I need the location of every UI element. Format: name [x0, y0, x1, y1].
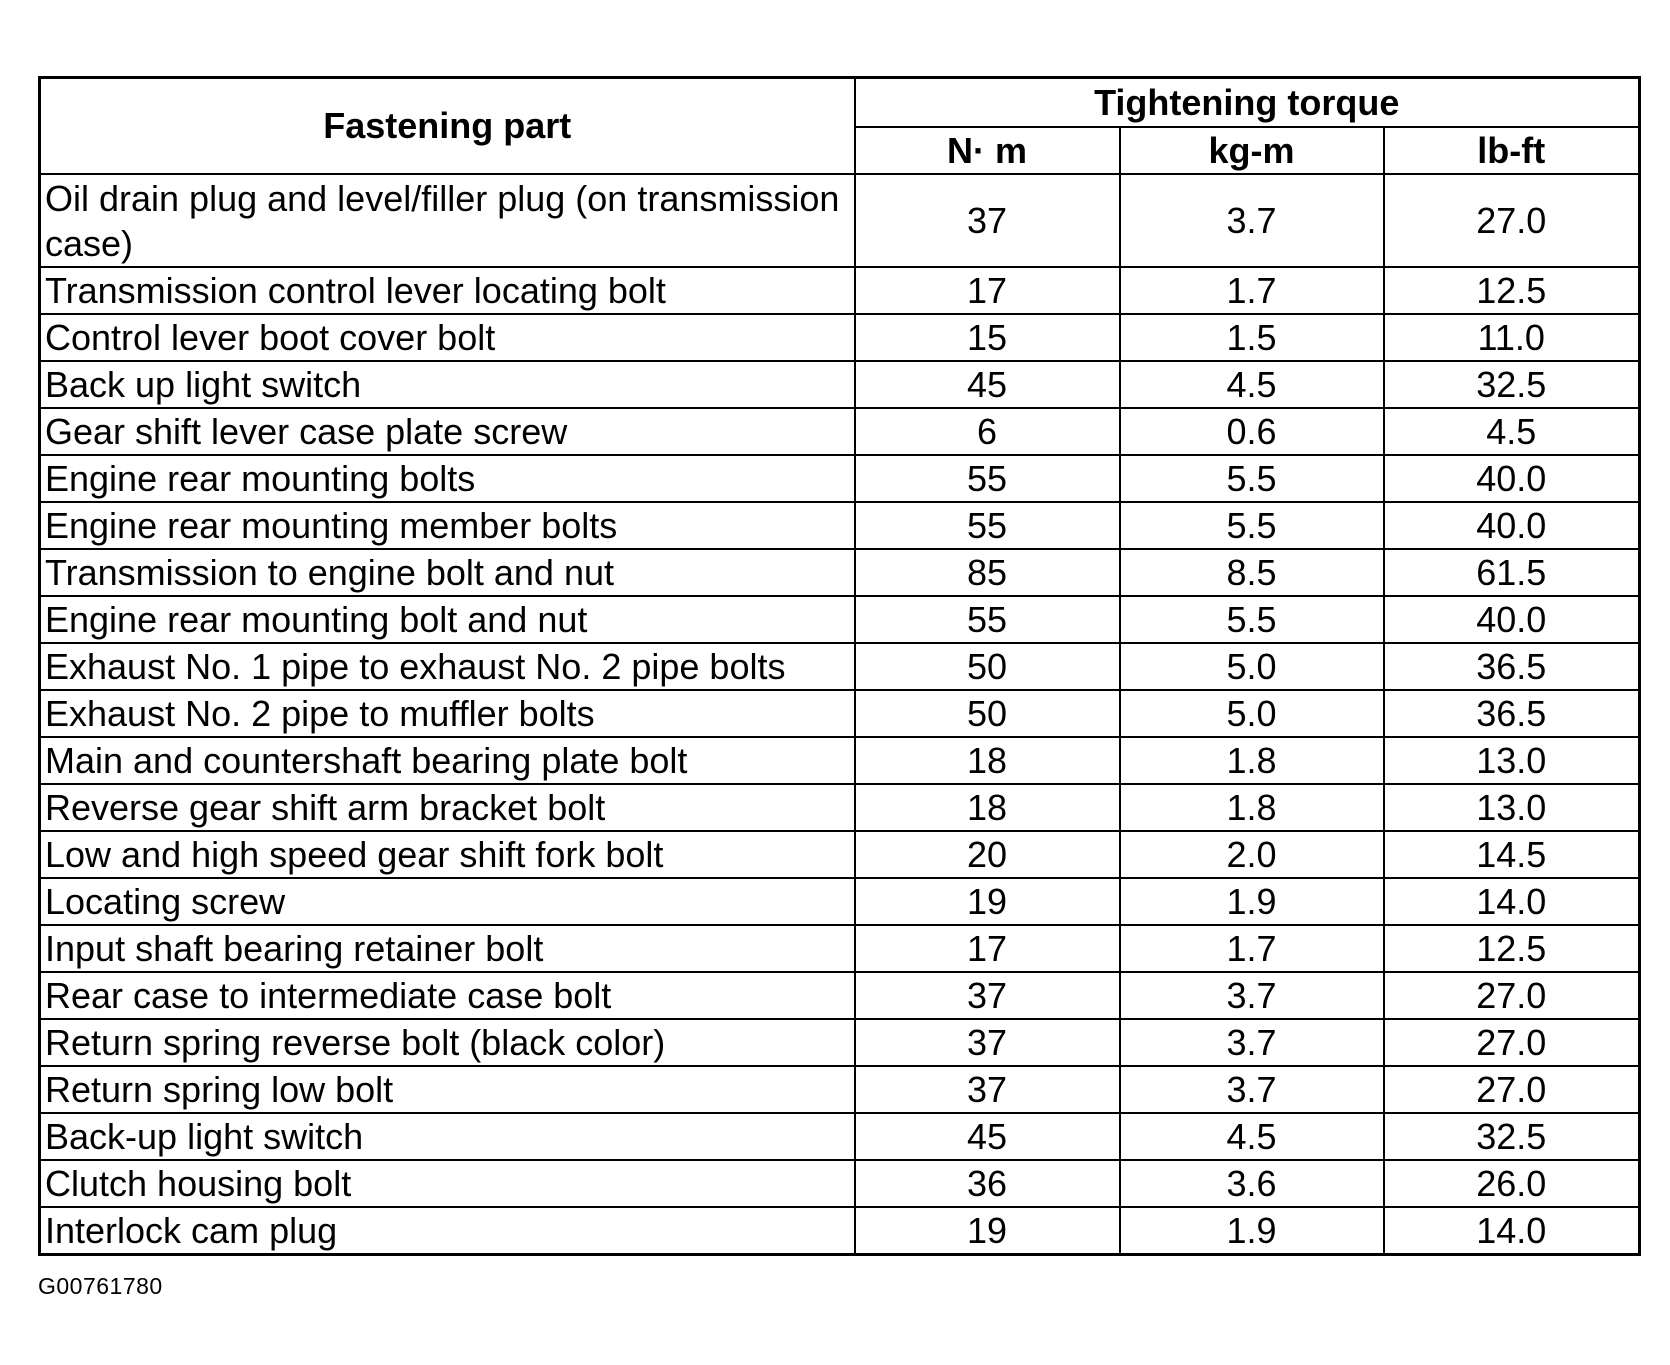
torque-lbft-cell: 13.0	[1384, 737, 1640, 784]
torque-nm-cell: 20	[855, 831, 1120, 878]
torque-kgm-cell: 8.5	[1120, 549, 1384, 596]
torque-nm-cell: 37	[855, 1066, 1120, 1113]
torque-table-container	[38, 76, 1641, 1256]
torque-kgm-cell: 1.8	[1120, 737, 1384, 784]
fastening-part-cell: Gear shift lever case plate screw	[40, 408, 855, 455]
torque-kgm-cell: 3.6	[1120, 1160, 1384, 1207]
fastening-part-cell: Back-up light switch	[40, 1113, 855, 1160]
unit-header-kgm: kg-m	[1120, 127, 1384, 174]
table-row	[40, 1113, 1640, 1160]
torque-kgm-cell: 1.7	[1120, 267, 1384, 314]
torque-lbft-cell: 14.0	[1384, 1207, 1640, 1255]
table-row	[40, 784, 1640, 831]
table-row	[40, 314, 1640, 361]
torque-kgm-cell: 1.9	[1120, 878, 1384, 925]
torque-kgm-cell: 2.0	[1120, 831, 1384, 878]
torque-kgm-cell: 1.8	[1120, 784, 1384, 831]
table-row	[40, 972, 1640, 1019]
torque-lbft-cell: 40.0	[1384, 502, 1640, 549]
torque-nm-cell: 6	[855, 408, 1120, 455]
fastening-part-cell: Low and high speed gear shift fork bolt	[40, 831, 855, 878]
torque-lbft-cell: 32.5	[1384, 1113, 1640, 1160]
figure-id: G00761780	[38, 1273, 163, 1299]
table-row	[40, 831, 1640, 878]
torque-lbft-cell: 27.0	[1384, 972, 1640, 1019]
table-row	[40, 878, 1640, 925]
torque-nm-cell: 85	[855, 549, 1120, 596]
torque-nm-cell: 45	[855, 1113, 1120, 1160]
torque-lbft-cell: 61.5	[1384, 549, 1640, 596]
torque-kgm-cell: 1.9	[1120, 1207, 1384, 1255]
fastening-part-cell: Main and countershaft bearing plate bolt	[40, 737, 855, 784]
torque-lbft-cell: 27.0	[1384, 174, 1640, 267]
torque-kgm-cell: 5.5	[1120, 502, 1384, 549]
torque-kgm-cell: 4.5	[1120, 361, 1384, 408]
torque-nm-cell: 50	[855, 643, 1120, 690]
torque-lbft-cell: 36.5	[1384, 690, 1640, 737]
fastening-part-header: Fastening part	[40, 78, 855, 175]
torque-kgm-cell: 4.5	[1120, 1113, 1384, 1160]
torque-nm-cell: 36	[855, 1160, 1120, 1207]
torque-lbft-cell: 12.5	[1384, 925, 1640, 972]
table-row	[40, 596, 1640, 643]
torque-nm-cell: 19	[855, 1207, 1120, 1255]
torque-kgm-cell: 5.5	[1120, 455, 1384, 502]
torque-lbft-cell: 14.0	[1384, 878, 1640, 925]
torque-kgm-cell: 3.7	[1120, 1019, 1384, 1066]
torque-nm-cell: 17	[855, 925, 1120, 972]
fastening-part-cell: Clutch housing bolt	[40, 1160, 855, 1207]
torque-kgm-cell: 3.7	[1120, 1066, 1384, 1113]
fastening-part-cell: Input shaft bearing retainer bolt	[40, 925, 855, 972]
fastening-part-cell: Oil drain plug and level/filler plug (on transmission case)	[40, 174, 855, 267]
fastening-part-cell: Engine rear mounting bolt and nut	[40, 596, 855, 643]
fastening-part-cell: Transmission to engine bolt and nut	[40, 549, 855, 596]
torque-nm-cell: 37	[855, 972, 1120, 1019]
torque-kgm-cell: 0.6	[1120, 408, 1384, 455]
torque-nm-cell: 19	[855, 878, 1120, 925]
torque-nm-cell: 18	[855, 784, 1120, 831]
torque-lbft-cell: 36.5	[1384, 643, 1640, 690]
table-row	[40, 455, 1640, 502]
torque-lbft-cell: 26.0	[1384, 1160, 1640, 1207]
table-row	[40, 643, 1640, 690]
fastening-part-cell: Exhaust No. 2 pipe to muffler bolts	[40, 690, 855, 737]
table-row	[40, 174, 1640, 267]
torque-kgm-cell: 1.5	[1120, 314, 1384, 361]
torque-lbft-cell: 12.5	[1384, 267, 1640, 314]
fastening-part-cell: Interlock cam plug	[40, 1207, 855, 1255]
torque-kgm-cell: 3.7	[1120, 972, 1384, 1019]
table-row	[40, 361, 1640, 408]
torque-lbft-cell: 27.0	[1384, 1066, 1640, 1113]
torque-nm-cell: 15	[855, 314, 1120, 361]
torque-nm-cell: 50	[855, 690, 1120, 737]
torque-kgm-cell: 5.0	[1120, 643, 1384, 690]
table-row	[40, 1019, 1640, 1066]
fastening-part-cell: Rear case to intermediate case bolt	[40, 972, 855, 1019]
fastening-part-cell: Return spring low bolt	[40, 1066, 855, 1113]
fastening-part-cell: Locating screw	[40, 878, 855, 925]
torque-lbft-cell: 32.5	[1384, 361, 1640, 408]
table-row	[40, 1207, 1640, 1255]
table-row	[40, 502, 1640, 549]
table-header	[40, 78, 1640, 175]
table-row	[40, 690, 1640, 737]
fastening-part-cell: Back up light switch	[40, 361, 855, 408]
fastening-part-cell: Return spring reverse bolt (black color)	[40, 1019, 855, 1066]
fastening-part-cell: Engine rear mounting bolts	[40, 455, 855, 502]
torque-kgm-cell: 5.0	[1120, 690, 1384, 737]
torque-kgm-cell: 5.5	[1120, 596, 1384, 643]
table-body	[40, 174, 1640, 1255]
torque-lbft-cell: 40.0	[1384, 455, 1640, 502]
tightening-torque-header: Tightening torque	[855, 78, 1640, 128]
table-row	[40, 549, 1640, 596]
torque-nm-cell: 37	[855, 174, 1120, 267]
unit-header-lbft: lb-ft	[1384, 127, 1640, 174]
torque-nm-cell: 55	[855, 502, 1120, 549]
table-row	[40, 1066, 1640, 1113]
torque-lbft-cell: 27.0	[1384, 1019, 1640, 1066]
fastening-part-cell: Exhaust No. 1 pipe to exhaust No. 2 pipe bolts	[40, 643, 855, 690]
table-row	[40, 737, 1640, 784]
torque-nm-cell: 55	[855, 455, 1120, 502]
torque-nm-cell: 18	[855, 737, 1120, 784]
fastening-part-cell: Transmission control lever locating bolt	[40, 267, 855, 314]
table-row	[40, 408, 1640, 455]
torque-kgm-cell: 1.7	[1120, 925, 1384, 972]
torque-nm-cell: 17	[855, 267, 1120, 314]
torque-nm-cell: 55	[855, 596, 1120, 643]
fastening-part-cell: Reverse gear shift arm bracket bolt	[40, 784, 855, 831]
torque-lbft-cell: 4.5	[1384, 408, 1640, 455]
table-row	[40, 1160, 1640, 1207]
table-row	[40, 925, 1640, 972]
fastening-part-cell: Engine rear mounting member bolts	[40, 502, 855, 549]
table-row	[40, 267, 1640, 314]
torque-lbft-cell: 14.5	[1384, 831, 1640, 878]
torque-kgm-cell: 3.7	[1120, 174, 1384, 267]
torque-nm-cell: 37	[855, 1019, 1120, 1066]
torque-spec-table	[38, 76, 1641, 1256]
torque-nm-cell: 45	[855, 361, 1120, 408]
torque-lbft-cell: 40.0	[1384, 596, 1640, 643]
torque-lbft-cell: 11.0	[1384, 314, 1640, 361]
unit-header-nm: N· m	[855, 127, 1120, 174]
torque-lbft-cell: 13.0	[1384, 784, 1640, 831]
fastening-part-cell: Control lever boot cover bolt	[40, 314, 855, 361]
